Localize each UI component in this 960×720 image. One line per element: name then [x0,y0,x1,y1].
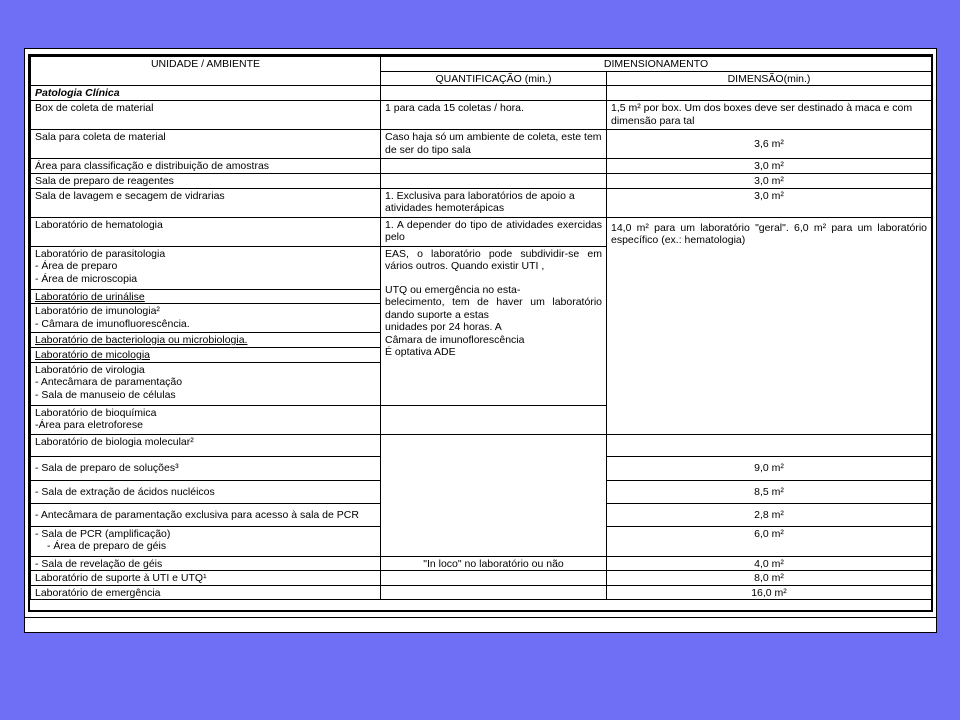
unit-cell [31,526,381,556]
dim-cell: 3,0 m² [607,188,932,217]
table-row [31,101,932,130]
quant-paragraph: UTQ ou emergência no esta- [385,283,521,296]
quant-cell-merged [381,246,607,405]
quant-cell [381,571,607,586]
unit-line: - Câmara de imunofluorescência. [35,317,190,330]
table-row [31,434,932,456]
unit-cell [31,405,381,434]
dim-cell: 3,0 m² [607,174,932,189]
dim-cell: 2,8 m² [607,503,932,526]
table-row [31,571,932,586]
unit-line: Laboratório de virologia [35,363,145,376]
quant-cell: Caso haja só um ambiente de coleta, este tem de ser do tipo sala [381,130,607,159]
table-row [31,174,932,189]
unit-line: -Área para eletroforese [35,419,143,431]
section-quant-empty [381,86,607,101]
quant-cell [381,174,607,189]
unit-cell: Laboratório de suporte à UTI e UTQ¹ [31,571,381,586]
unit-cell: - Sala de revelação de géis [31,556,381,571]
unit-cell [31,362,381,405]
table-row [31,585,932,600]
table-row [31,188,932,217]
dim-cell: 8,0 m² [607,571,932,586]
unit-cell [31,246,381,289]
section-dim-empty [607,86,932,101]
unit-line: - Sala de manuseio de células [35,388,176,401]
dim-cell: 3,6 m² [607,130,932,159]
header-sizing: DIMENSIONAMENTO [381,57,932,72]
unit-cell: Laboratório de biologia molecular² [31,434,381,456]
unit-cell: Laboratório de bacteriologia ou microbiologia. [31,333,381,348]
quant-paragraph: unidades por 24 horas. A [385,321,502,333]
unit-cell: Sala de lavagem e secagem de vidrarias [31,188,381,217]
bottom-divider [25,617,936,618]
unit-cell: Laboratório de emergência [31,585,381,600]
unit-cell: Área para classificação e distribuição de amostras [31,159,381,174]
quant-cell: "In loco" no laboratório ou não [381,556,607,571]
table-row [31,217,932,246]
dim-cell: 3,0 m² [607,159,932,174]
dim-cell [607,434,932,456]
dim-cell: 4,0 m² [607,556,932,571]
unit-cell [31,304,381,333]
dim-cell-merged: 14,0 m² para um laboratório "geral". 6,0 m² para um laboratório específico (ex.: hematologia) [607,217,932,434]
table-row [31,556,932,571]
quant-cell [381,585,607,600]
unit-cell: Sala para coleta de material [31,130,381,159]
quant-cell: 1. A depender do tipo de atividades exercidas pelo [381,217,607,246]
quant-paragraph: Câmara de imunoflorescência [385,333,525,346]
unit-line: Laboratório de parasitologia [35,247,166,260]
dim-cell: 9,0 m² [607,456,932,480]
dim-cell: 6,0 m² [607,526,932,556]
unit-cell: Sala de preparo de reagentes [31,174,381,189]
unit-line: - Área de preparo de géis [47,540,167,552]
header-dimension: DIMENSÃO(min.) [607,71,932,86]
unit-cell: - Sala de preparo de soluções³ [31,456,381,480]
quant-cell: 1. Exclusiva para laboratórios de apoio a atividades hemoterápicas [381,188,607,217]
quant-cell [381,159,607,174]
unit-cell: - Sala de extração de ácidos nucléicos [31,480,381,503]
sizing-table [30,56,932,600]
quant-cell [381,405,607,434]
document-sheet [24,48,937,633]
quant-paragraph: belecimento, tem de haver um laboratório dando suporte a estas [385,296,602,321]
table-row [31,130,932,159]
unit-cell: - Antecâmara de paramentação exclusiva para acesso à sala de PCR [31,503,381,526]
dim-cell: 1,5 m² por box. Um dos boxes deve ser destinado à maca e com dimensão para tal [607,101,932,130]
table-frame [28,54,933,612]
unit-cell: Laboratório de micologia [31,348,381,363]
unit-line: - Antecâmara de paramentação [35,376,183,388]
unit-line: Laboratório de bioquímica [35,406,157,419]
unit-line: Laboratório de imunologia² [35,305,160,317]
header-unit: UNIDADE / AMBIENTE [31,57,381,86]
quant-cell: 1 para cada 15 coletas / hora. [381,101,607,130]
dim-cell: 16,0 m² [607,585,932,600]
header-quantification: QUANTIFICAÇÃO (min.) [381,71,607,86]
section-title: Patologia Clínica [31,86,381,101]
unit-line: - Área de preparo [35,260,118,272]
unit-cell: Laboratório de hematologia [31,217,381,246]
unit-line: - Sala de PCR (amplificação) [35,527,171,540]
table-row [31,159,932,174]
unit-line: - Área de microscopia [35,272,138,285]
quant-cell-merged-empty [381,434,607,556]
quant-paragraph: É optativa ADE [385,346,456,358]
unit-cell: Box de coleta de material [31,101,381,130]
dim-cell: 8,5 m² [607,480,932,503]
unit-cell: Laboratório de urinálise [31,289,381,304]
quant-paragraph: EAS, o laboratório pode subdividir-se em vários outros. Quando existir UTI , [385,247,602,272]
